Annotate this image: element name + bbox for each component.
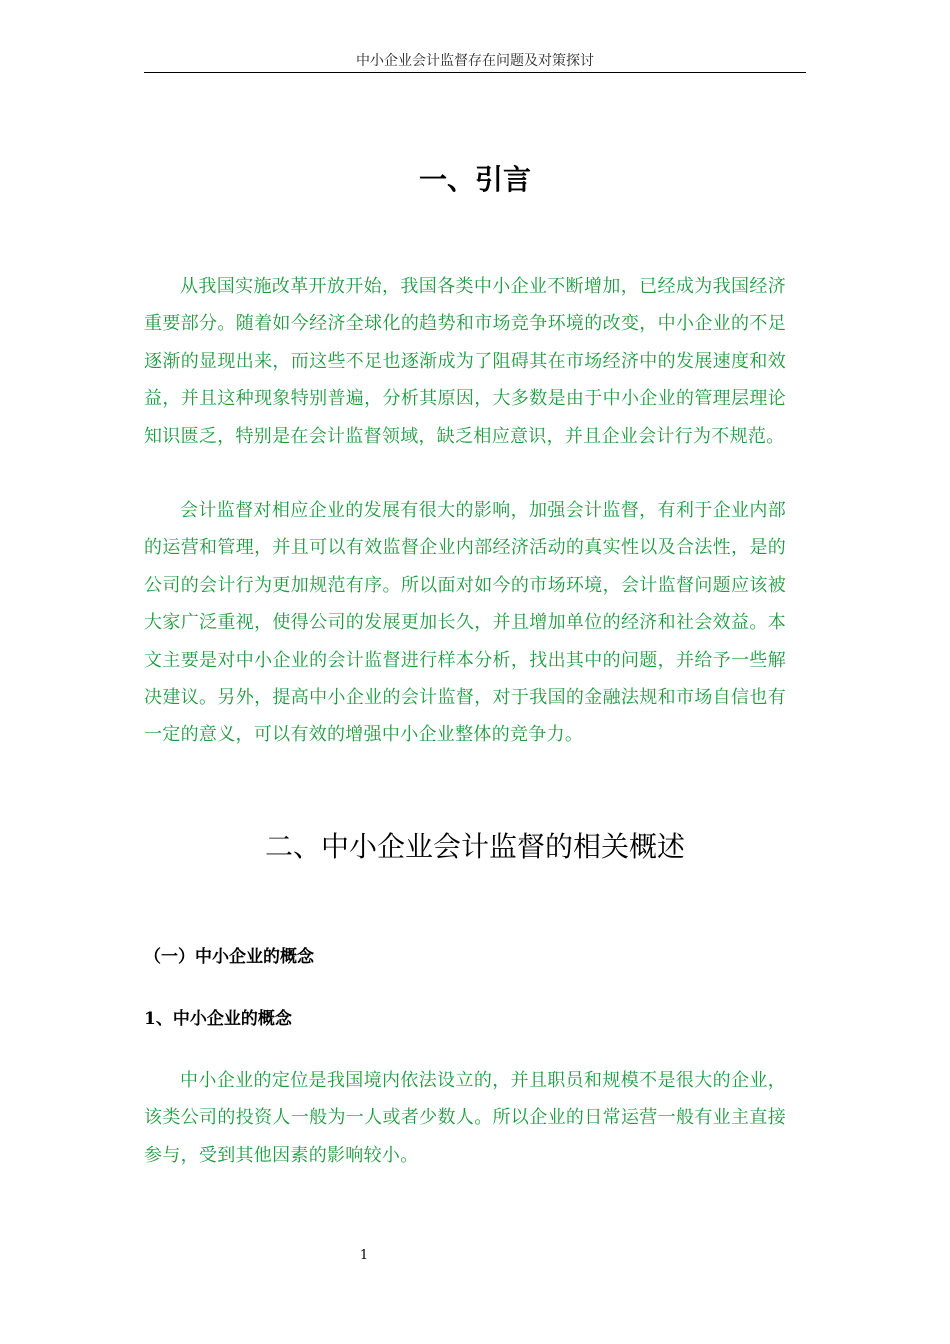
subsection-title: （一）中小企业的概念 [144, 947, 314, 967]
running-header: 中小企业会计监督存在问题及对策探讨 [356, 53, 594, 69]
item-title: 1、中小企业的概念 [144, 1009, 292, 1029]
intro-paragraph-1: 从我国实施改革开放开始，我国各类中小企业不断增加，已经成为我国经济重要部分。随着如今经济全球化的趋势和市场竞争环境的改变，中小企业的不足逐渐的显现出来，而这些不足也逐渐成为了阻碍其在市场经济中的发展速度和效益，并且这种现象特别普遍，分析其原因，大多数是由于中小企业的管理层理论知识匮乏，特别是在会计监督领域，缺乏相应意识，并且企业会计行为不规范。 [144, 276, 786, 447]
section-heading-overview: 二、中小企业会计监督的相关概述 [264, 830, 685, 863]
overview-paragraph: 中小企业的定位是我国境内依法设立的，并且职员和规模不是很大的企业，该类公司的投资人一般为一人或者少数人。所以企业的日常运营一般有业主直接参与，受到其他因素的影响较小。 [144, 1070, 786, 1166]
header-rule [144, 72, 806, 73]
intro-paragraph-2: 会计监督对相应企业的发展有很大的影响，加强会计监督，有利于企业内部的运营和管理，并且可以有效监督企业内部经济活动的真实性以及合法性，是的公司的会计行为更加规范有序。所以面对如今的市场环境，会计监督问题应该被大家广泛重视，使得公司的发展更加长久，并且增加单位的经济和社会效益。本文主要是对中小企业的会计监督进行样本分析，找出其中的问题，并给予一些解决建议。另外，提高中小企业的会计监督，对于我国的金融法规和市场自信也有一定的意义，可以有效的增强中小企业整体的竞争力。 [144, 500, 786, 746]
page-number: 1 [359, 1248, 369, 1263]
section-heading-intro: 一、引言 [418, 163, 531, 196]
